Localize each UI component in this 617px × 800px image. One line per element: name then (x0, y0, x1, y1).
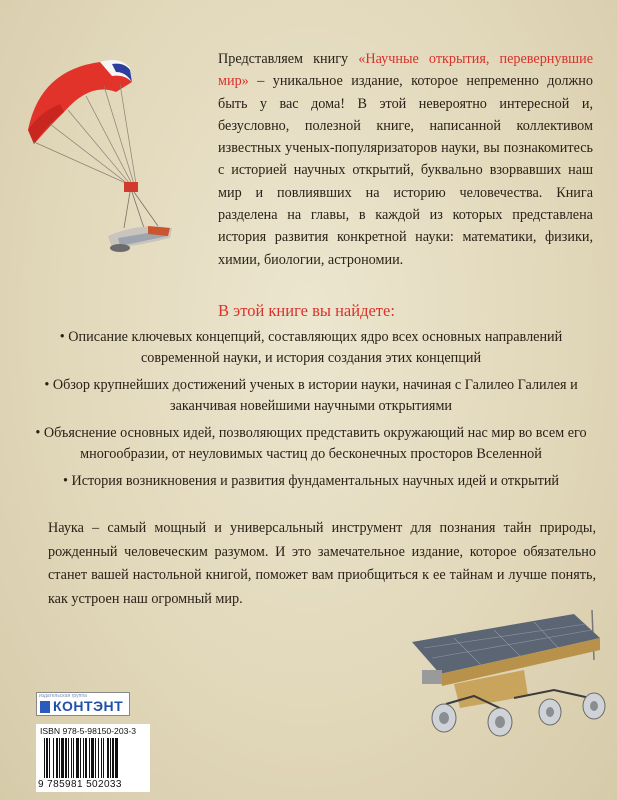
list-item: • История возникновения и развития фундаментальных научных идей и открытий (62, 473, 560, 489)
isbn-text: ISBN 978-5-98150-203-3 (40, 726, 137, 736)
feature-list (32, 327, 590, 498)
publisher-name: КОНТЭНТ (53, 698, 124, 714)
publisher-logo (36, 692, 130, 716)
parachute-icon (20, 52, 210, 272)
barcode-icon (44, 738, 144, 778)
barcode-number: 9 785981 502033 (38, 779, 122, 790)
intro-rest: – уникальное издание, которое непременно должно быть у вас дома! В этой невероятно интересной и, безусловно, полезной книге, написанной коллективом известных ученых-популяризаторов науки, вы познакомитесь с историей научных открытий, буквально взорвавших наш мир и повлиявших на историю человечества. Книга разделена на главы, в каждой из которых представлена история развития конкретной науки: математики, физики, химии, биологии, астрономии. (218, 73, 593, 268)
intro-lead: Представляем книгу (218, 51, 359, 67)
intro-paragraph (218, 48, 593, 271)
section-title: В этой книге вы найдете: (218, 301, 395, 320)
list-item: • Обзор крупнейших достижений ученых в истории науки, начиная с Галилео Галилея и заканчивая новейшими научными открытиями (44, 377, 578, 414)
logo-mark-icon (40, 701, 50, 713)
list-item: • Объяснение основных идей, позволяющих представить окружающий нас мир во всем его многообразии, от неуловимых частиц до бесконечных просторов Вселенной (35, 425, 587, 462)
barcode-block (36, 724, 150, 792)
book-title: «Научные открытия, перевернувшие мир» (218, 51, 593, 90)
list-item: • Описание ключевых концепций, составляющих ядро всех основных направлений современной науки, и история создания этих концепций (59, 329, 563, 366)
publisher-tagline: издательская группа (39, 693, 87, 699)
rover-icon (404, 600, 614, 750)
closing-paragraph: Наука – самый мощный и универсальный инструмент для познания тайн природы, рожденный человеческим разумом. И это замечательное издание, которое обязательно станет вашей настольной книгой, поможет вам приобщиться к ее тайнам и лучше понять, как устроен наш огромный мир. (48, 520, 596, 607)
